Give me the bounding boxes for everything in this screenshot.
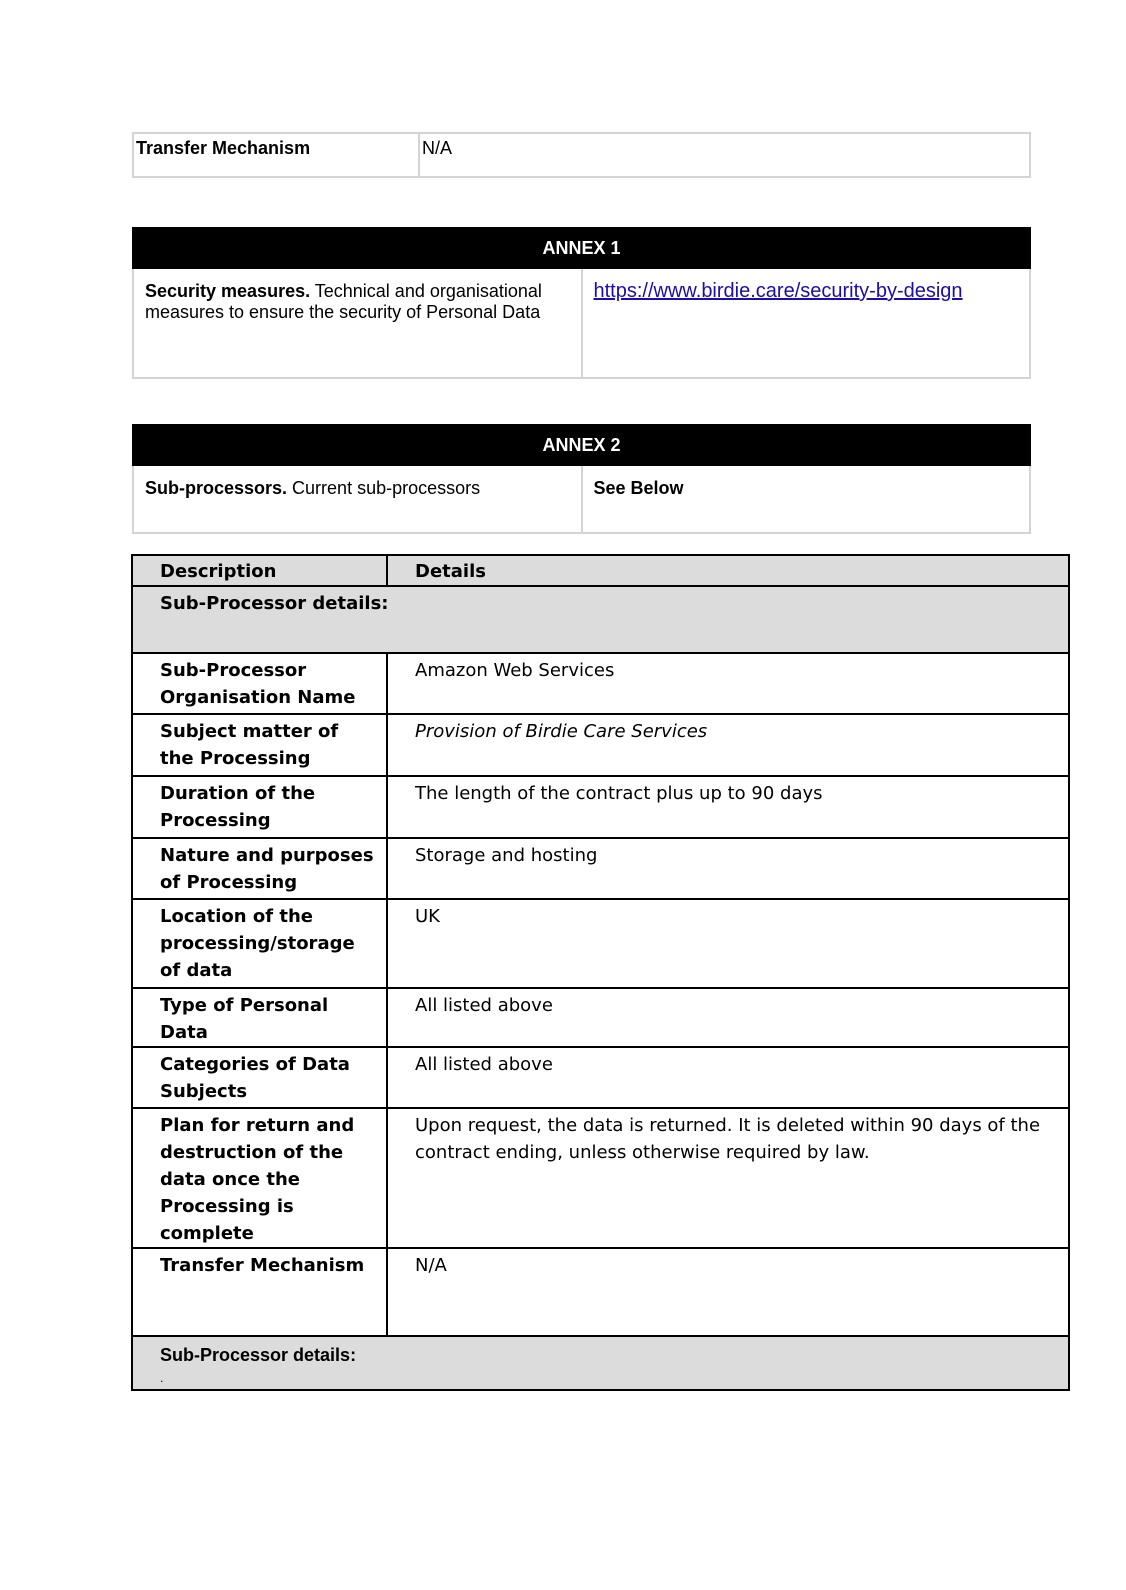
row-value: N/A <box>387 1248 1069 1354</box>
row-value: The length of the contract plus up to 90 days <box>387 776 1069 838</box>
annex-1-table <box>132 227 1031 379</box>
annex-1-title: ANNEX 1 <box>133 228 1030 268</box>
annex-2-table <box>132 424 1031 534</box>
sub-processors-label-bold: Sub-processors. <box>145 478 288 498</box>
row-key: Duration of the Processing <box>132 776 387 838</box>
sub-processor-details-box-cell <box>132 1336 1069 1390</box>
transfer-mechanism-label: Transfer Mechanism <box>133 133 419 177</box>
sub-processors-label-text: Current sub-processors <box>287 478 481 498</box>
row-value: Upon request, the data is returned. It is deleted within 90 days of the contract ending, unless otherwise required by law. <box>387 1108 1069 1248</box>
sub-processor-details-box-title: Sub-Processor details: <box>160 1345 357 1365</box>
row-key: Transfer Mechanism <box>132 1248 387 1354</box>
security-measures-label <box>133 268 582 378</box>
security-measures-value <box>582 268 1031 378</box>
transfer-mechanism-value: N/A <box>419 133 1030 177</box>
annex-2-title: ANNEX 2 <box>133 425 1030 465</box>
row-key: Location of the processing/storage of data <box>132 899 387 988</box>
transfer-mechanism-table <box>132 132 1031 178</box>
row-key: Nature and purposes of Processing <box>132 838 387 899</box>
row-key: Categories of Data Subjects <box>132 1047 387 1108</box>
row-value: Provision of Birdie Care Services <box>387 714 1069 776</box>
sub-processor-details-box <box>131 1335 1070 1391</box>
row-value: Storage and hosting <box>387 838 1069 899</box>
row-key: Subject matter of the Processing <box>132 714 387 776</box>
row-key: Plan for return and destruction of the data once the Processing is complete <box>132 1108 387 1248</box>
column-header-description: Description <box>132 555 387 586</box>
security-measures-label-text: Technical and organisational measures to ensure the security of Personal Data <box>145 281 542 322</box>
security-measures-label-bold: Security measures. <box>145 281 311 301</box>
sub-processors-value: See Below <box>582 465 1031 533</box>
row-value: Amazon Web Services <box>387 653 1069 714</box>
row-key: Sub-Processor Organisation Name <box>132 653 387 714</box>
security-by-design-link[interactable]: https://www.birdie.care/security-by-design <box>593 280 963 302</box>
column-header-details: Details <box>387 555 1069 586</box>
sub-processor-section-title: Sub-Processor details: <box>132 586 1069 653</box>
sub-processor-table <box>131 554 1070 1355</box>
sub-processor-details-box-dot: . <box>160 1371 164 1385</box>
row-value: All listed above <box>387 1047 1069 1108</box>
row-value: UK <box>387 899 1069 988</box>
sub-processors-label <box>133 465 582 533</box>
row-key: Type of Personal Data <box>132 988 387 1047</box>
row-value: All listed above <box>387 988 1069 1047</box>
